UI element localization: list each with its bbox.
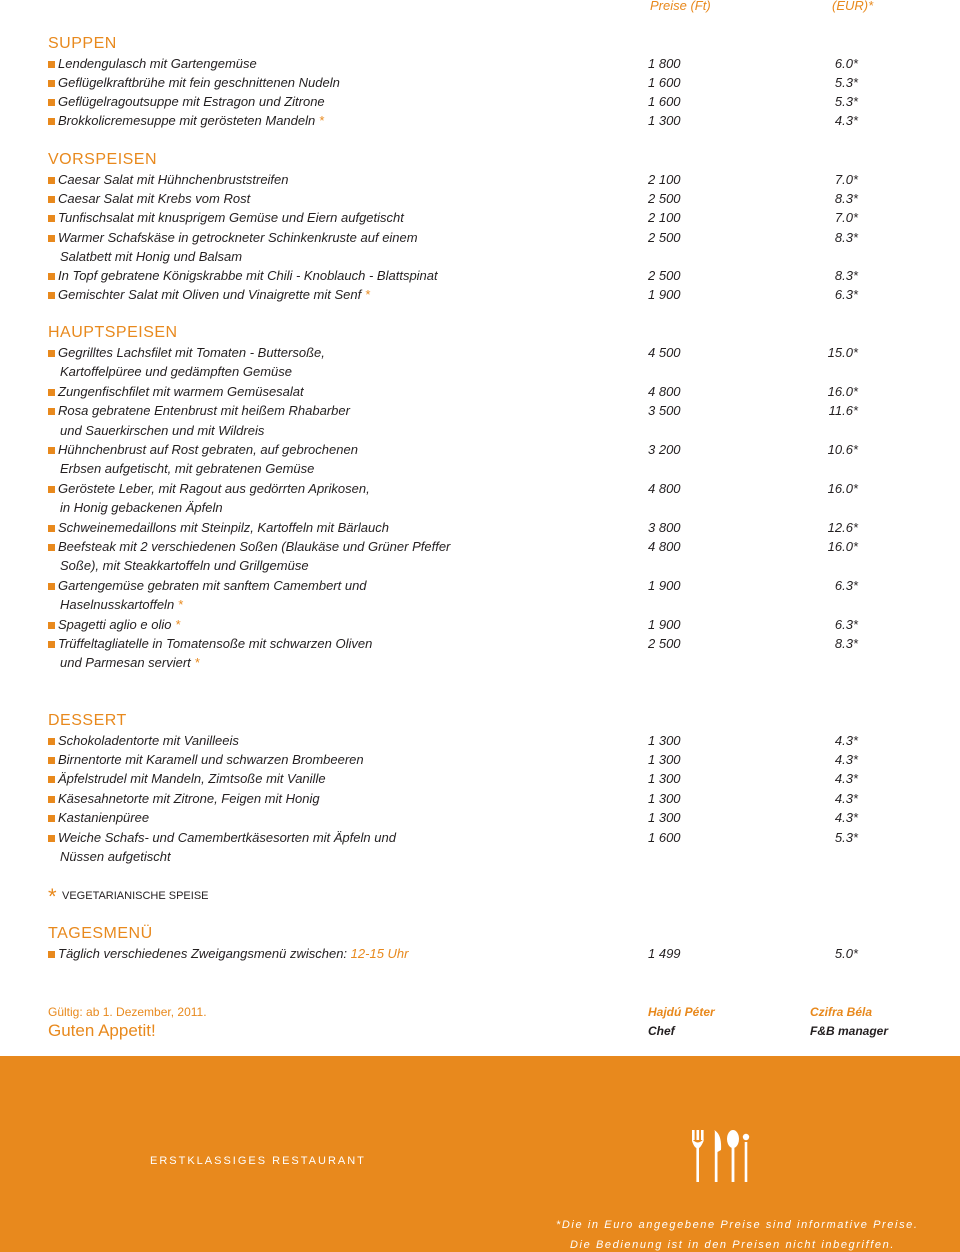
menu-item-continuation: Soße), mit Steakkartoffeln und Grillgemüse [60, 558, 309, 573]
menu-item: Caesar Salat mit Hühnchenbruststreifen 2 100 7.0* [0, 172, 960, 191]
menu-item: Beefsteak mit 2 verschiedenen Soßen (Blaukäse und Grüner Pfeffer 4 800 16.0* [0, 539, 960, 558]
menu-item: In Topf gebratene Königskrabbe mit Chili - Knoblauch - Blattspinat 2 500 8.3* [0, 268, 960, 287]
price-eur-header: (EUR)* [832, 0, 874, 13]
tagesmenu-time: 12-15 Uhr [350, 946, 409, 961]
cutlery-logo-icon [690, 1128, 752, 1184]
price-ft-header: Preise (Ft) [650, 0, 711, 13]
bullet-icon [48, 273, 55, 280]
menu-item: Brokkolicremesuppe mit gerösteten Mandeln * 1 300 4.3* [0, 113, 960, 132]
bullet-icon [48, 776, 55, 783]
bullet-icon [48, 815, 55, 822]
menu-item: Geflügelragoutsuppe mit Estragon und Zitrone 1 600 5.3* [0, 94, 960, 113]
menu-item: Gartengemüse gebraten mit sanftem Camembert und 1 900 6.3* [0, 578, 960, 597]
menu-item: Geflügelkraftbrühe mit fein geschnittenen Nudeln 1 600 5.3* [0, 75, 960, 94]
section-title-tagesmenu: TAGESMENÜ [48, 925, 153, 942]
menu-item: Käsesahnetorte mit Zitrone, Feigen mit Honig 1 300 4.3* [0, 791, 960, 810]
section-title-hauptspeisen: HAUPTSPEISEN [48, 324, 178, 341]
bullet-icon [48, 622, 55, 629]
menu-item-continuation: Haselnusskartoffeln * [60, 597, 183, 612]
bullet-icon [48, 118, 55, 125]
menu-item: Spagetti aglio e olio * 1 900 6.3* [0, 617, 960, 636]
section-title-dessert: DESSERT [48, 712, 127, 729]
menu-item-continuation: und Sauerkirschen und mit Wildreis [60, 423, 265, 438]
menu-item: Zungenfischfilet mit warmem Gemüsesalat 4 800 16.0* [0, 384, 960, 403]
bullet-icon [48, 835, 55, 842]
bullet-icon [48, 408, 55, 415]
bullet-icon [48, 389, 55, 396]
section-title-vorspeisen: VORSPEISEN [48, 151, 158, 168]
vegetarian-star: * [175, 617, 181, 632]
menu-item-continuation: Erbsen aufgetischt, mit gebratenen Gemüse [60, 461, 315, 476]
menu-item: Tunfischsalat mit knusprigem Gemüse und Eiern aufgetischt 2 100 7.0* [0, 210, 960, 229]
menu-item: Schokoladentorte mit Vanilleeis 1 300 4.3* [0, 733, 960, 752]
vegetarian-note-text: VEGETARIANISCHE SPEISE [62, 890, 209, 902]
vegetarian-star: * [177, 597, 183, 612]
vegetarian-note-star: * [48, 884, 57, 909]
price-note-2: Die Bedienung ist in den Preisen nicht inbegriffen. [570, 1239, 895, 1251]
valid-date: Gültig: ab 1. Dezember, 2011. [48, 1005, 207, 1019]
bullet-icon [48, 738, 55, 745]
section-title-suppen: SUPPEN [48, 35, 117, 52]
menu-item: Äpfelstrudel mit Mandeln, Zimtsoße mit Vanille 1 300 4.3* [0, 771, 960, 790]
manager-name: Czifra Béla [810, 1005, 873, 1019]
bullet-icon [48, 292, 55, 299]
price-note-1: *Die in Euro angegebene Preise sind informative Preise. [556, 1219, 919, 1231]
restaurant-label: ERSTKLASSIGES RESTAURANT [150, 1155, 366, 1167]
bullet-icon [48, 350, 55, 357]
menu-item: Kastanienpüree 1 300 4.3* [0, 810, 960, 829]
menu-item: Lendengulasch mit Gartengemüse 1 800 6.0* [0, 56, 960, 75]
menu-item: Geröstete Leber, mit Ragout aus gedörrten Aprikosen, 4 800 16.0* [0, 481, 960, 500]
menu-item-continuation: Salatbett mit Honig und Balsam [60, 249, 243, 264]
menu-item: Gemischter Salat mit Oliven und Vinaigrette mit Senf * 1 900 6.3* [0, 287, 960, 306]
footer-band [0, 1056, 960, 1252]
bullet-icon [48, 235, 55, 242]
menu-item: Caesar Salat mit Krebs vom Rost 2 500 8.3* [0, 191, 960, 210]
menu-item: Täglich verschiedenes Zweigangsmenü zwischen: 12-15 Uhr 1 499 5.0* [0, 946, 960, 965]
bullet-icon [48, 583, 55, 590]
vegetarian-star: * [364, 287, 370, 302]
menu-item: Hühnchenbrust auf Rost gebraten, auf gebrochenen 3 200 10.6* [0, 442, 960, 461]
menu-item-continuation: Nüssen aufgetischt [60, 849, 171, 864]
bullet-icon [48, 796, 55, 803]
menu-item-continuation: und Parmesan serviert * [60, 655, 200, 670]
bullet-icon [48, 447, 55, 454]
bullet-icon [48, 99, 55, 106]
menu-item: Weiche Schafs- und Camembertkäsesorten mit Äpfeln und 1 600 5.3* [0, 830, 960, 849]
bullet-icon [48, 177, 55, 184]
bullet-icon [48, 61, 55, 68]
chef-name: Hajdú Péter [648, 1005, 715, 1019]
menu-item: Warmer Schafskäse in getrockneter Schinkenkruste auf einem 2 500 8.3* [0, 230, 960, 249]
greeting: Guten Appetit! [48, 1021, 156, 1040]
bullet-icon [48, 80, 55, 87]
menu-item: Trüffeltagliatelle in Tomatensoße mit schwarzen Oliven 2 500 8.3* [0, 636, 960, 655]
menu-item: Schweinemedaillons mit Steinpilz, Kartoffeln mit Bärlauch 3 800 12.6* [0, 520, 960, 539]
menu-item: Birnentorte mit Karamell und schwarzen Brombeeren 1 300 4.3* [0, 752, 960, 771]
bullet-icon [48, 215, 55, 222]
bullet-icon [48, 951, 55, 958]
chef-role: Chef [648, 1024, 675, 1038]
bullet-icon [48, 525, 55, 532]
vegetarian-star: * [318, 113, 324, 128]
manager-role: F&B manager [810, 1024, 889, 1038]
menu-item: Rosa gebratene Entenbrust mit heißem Rhabarber 3 500 11.6* [0, 403, 960, 422]
vegetarian-star: * [194, 655, 200, 670]
menu-item-continuation: Kartoffelpüree und gedämpften Gemüse [60, 364, 292, 379]
bullet-icon [48, 757, 55, 764]
bullet-icon [48, 544, 55, 551]
menu-item-continuation: in Honig gebackenen Äpfeln [60, 500, 223, 515]
bullet-icon [48, 196, 55, 203]
bullet-icon [48, 486, 55, 493]
menu-item: Gegrilltes Lachsfilet mit Tomaten - Buttersoße, 4 500 15.0* [0, 345, 960, 364]
bullet-icon [48, 641, 55, 648]
